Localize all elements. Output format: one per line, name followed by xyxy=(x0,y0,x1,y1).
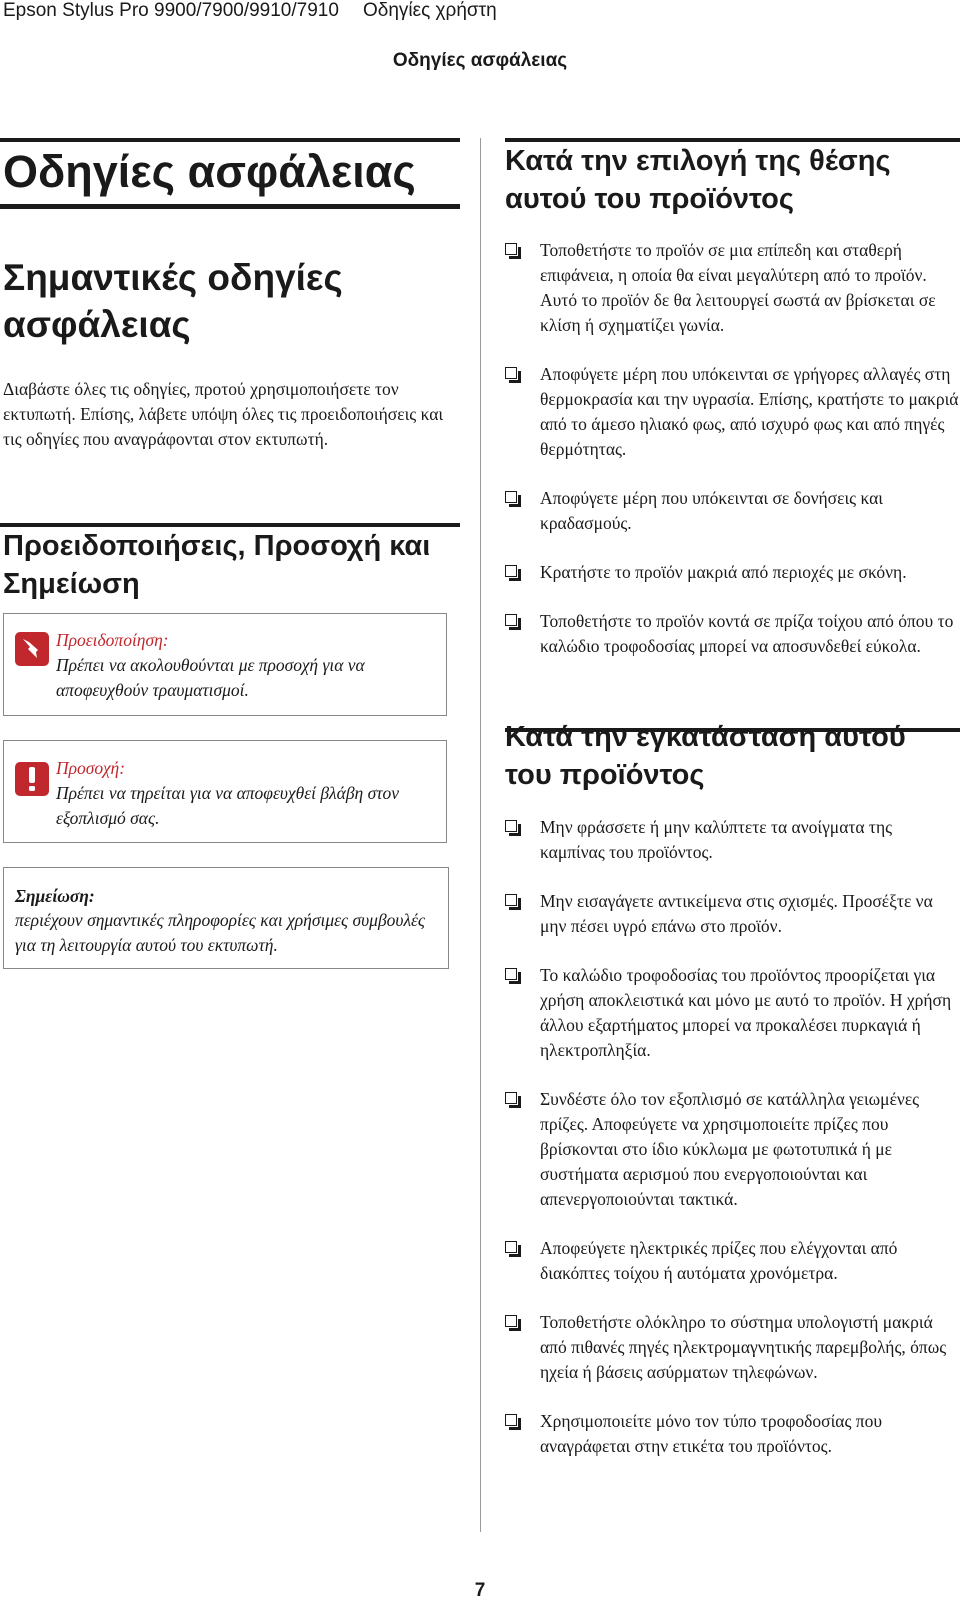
column-divider xyxy=(480,138,481,1532)
warning-icon xyxy=(14,631,50,667)
checkbox-bullet-icon xyxy=(505,367,517,379)
checkbox-bullet-icon xyxy=(505,968,517,980)
placement-list xyxy=(505,238,960,659)
guide-name: Οδηγίες χρήστη xyxy=(363,0,497,21)
list-item: Χρησιμοποιείτε μόνο τον τύπο τροφοδοσίας που αναγράφεται στην ετικέτα του προϊόντος. xyxy=(505,1409,960,1459)
checkbox-bullet-icon xyxy=(505,1414,517,1426)
caution-icon xyxy=(14,761,50,797)
list-item: Τοποθετήστε το προϊόν σε μια επίπεδη και σταθερή επιφάνεια, η οποία θα είναι μεγαλύτερη από το προϊόν. Αυτό το προϊόν δε θα λειτουργεί σωστά αν βρίσκεται σε κλίση ή σχηματίζει γωνία. xyxy=(505,238,960,338)
install-list xyxy=(505,815,960,1459)
intro-paragraph: Διαβάστε όλες τις οδηγίες, προτού χρησιμοποιήσετε τον εκτυπωτή. Επίσης, λάβετε υπόψη όλες τις προειδοποιήσεις και τις οδηγίες που αναγράφονται στον εκτυπωτή. xyxy=(3,379,444,449)
warning-title: Προειδοποίηση: xyxy=(56,630,169,650)
warning-box xyxy=(3,613,447,716)
list-item: Το καλώδιο τροφοδοσίας του προϊόντος προορίζεται για χρήση αποκλειστικά και μόνο με αυτό το προϊόν. Η χρήση άλλου εξαρτήματος μπορεί να προκαλέσει πυρκαγιά ή ηλεκτροπληξία. xyxy=(505,963,960,1063)
checkbox-bullet-icon xyxy=(505,820,517,832)
page-title: Οδηγίες ασφάλειας xyxy=(3,146,416,197)
checkbox-bullet-icon xyxy=(505,1241,517,1253)
checkbox-bullet-icon xyxy=(505,565,517,577)
note-box xyxy=(3,867,449,969)
placement-heading: Κατά την επιλογή της θέσης αυτού του προϊόντος xyxy=(505,145,891,215)
caution-title: Προσοχή: xyxy=(56,758,126,778)
checkbox-bullet-icon xyxy=(505,1092,517,1104)
list-item: Συνδέστε όλο τον εξοπλισμό σε κατάλληλα γειωμένες πρίζες. Αποφεύγετε να χρησιμοποιείτε πρίζες που βρίσκονται στο ίδιο κύκλωμα με φωτοτυπικά ή με συστήματα αερισμού που ενεργοποιούνται και απενεργοποιούνται τακτικά. xyxy=(505,1087,960,1212)
list-item: Αποφύγετε μέρη που υπόκεινται σε γρήγορες αλλαγές στη θερμοκρασία και την υγρασία. Επίσης, κρατήστε το μακριά από το άμεσο ηλιακό φως, από ισχυρό φως και από πηγές θερμότητας. xyxy=(505,362,960,462)
list-item: Τοποθετήστε το προϊόν κοντά σε πρίζα τοίχου από όπου το καλώδιο τροφοδοσίας μπορεί να αποσυνδεθεί εύκολα. xyxy=(505,609,960,659)
product-name: Epson Stylus Pro 9900/7900/9910/7910 xyxy=(3,0,339,21)
rule-under-title xyxy=(0,204,460,209)
list-item: Τοποθετήστε ολόκληρο το σύστημα υπολογιστή μακριά από πιθανές πηγές ηλεκτρομαγνητικής παρεμβολής, όπως ηχεία ή βάσεις ασύρματων τηλεφώνων. xyxy=(505,1310,960,1385)
checkbox-bullet-icon xyxy=(505,491,517,503)
list-item: Κρατήστε το προϊόν μακριά από περιοχές με σκόνη. xyxy=(505,560,960,585)
checkbox-bullet-icon xyxy=(505,894,517,906)
checkbox-bullet-icon xyxy=(505,614,517,626)
caution-text: Πρέπει να τηρείται για να αποφευχθεί βλάβη στον εξοπλισμό σας. xyxy=(56,783,400,828)
running-title: Οδηγίες ασφάλειας xyxy=(392,50,568,71)
install-heading: Κατά την εγκατάσταση αυτού του προϊόντος xyxy=(505,721,906,791)
checkbox-bullet-icon xyxy=(505,243,517,255)
list-item: Μην φράσσετε ή μην καλύπτετε τα ανοίγματα της καμπίνας του προϊόντος. xyxy=(505,815,960,865)
note-title: Σημείωση: xyxy=(15,886,95,906)
caution-box xyxy=(3,740,447,843)
list-item: Μην εισαγάγετε αντικείμενα στις σχισμές. Προσέξτε να μην πέσει υγρό επάνω στο προϊόν. xyxy=(505,889,960,939)
important-heading: Σημαντικές οδηγίες ασφάλειας xyxy=(3,257,343,345)
checkbox-bullet-icon xyxy=(505,1315,517,1327)
warnings-heading: Προειδοποιήσεις, Προσοχή και Σημείωση xyxy=(3,530,431,600)
page-number: 7 xyxy=(474,1580,486,1601)
note-text: περιέχουν σημαντικές πληροφορίες και χρήσιμες συμβουλές για τη λειτουργία αυτού του εκτυπωτή. xyxy=(15,910,426,955)
warning-text: Πρέπει να ακολουθούνται με προσοχή για να αποφευχθούν τραυματισμοί. xyxy=(56,655,365,700)
rule-left-top xyxy=(0,138,460,142)
list-item: Αποφεύγετε ηλεκτρικές πρίζες που ελέγχονται από διακόπτες τοίχου ή αυτόματα χρονόμετρα. xyxy=(505,1236,960,1286)
list-item: Αποφύγετε μέρη που υπόκεινται σε δονήσεις και κραδασμούς. xyxy=(505,486,960,536)
